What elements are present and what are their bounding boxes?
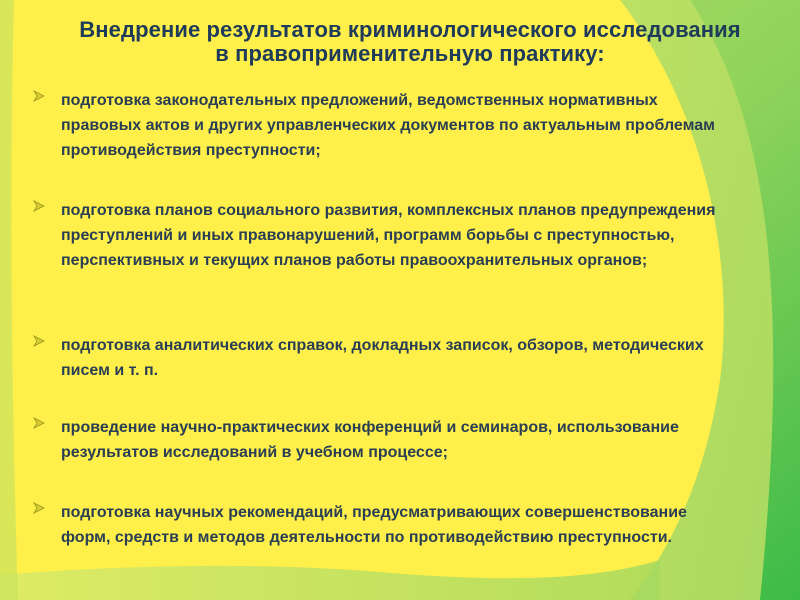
arrow-bullet-icon (32, 334, 46, 348)
bullet-text: подготовка законодательных предложений, ведомственных нормативных правовых актов и других управленческих документов по актуальным проблемам противодействия преступности; (61, 92, 715, 159)
arrow-bullet-icon (32, 199, 46, 213)
bullet-text: подготовка научных рекомендаций, предусматривающих совершенствование форм, средств и методов деятельности по противодействию преступности. (61, 504, 687, 546)
bullet-text: подготовка аналитических справок, докладных записок, обзоров, методических писем и т. п. (61, 337, 704, 379)
bullet-text: проведение научно-практических конференций и семинаров, использование результатов исследований в учебном процессе; (61, 419, 679, 461)
arrow-bullet-icon (32, 416, 46, 430)
title-line-1: Внедрение результатов криминологического исследования (79, 17, 741, 42)
arrow-bullet-icon (32, 89, 46, 103)
bullet-text: подготовка планов социального развития, комплексных планов предупреждения преступлений и иных правонарушений, программ борьбы с преступностью, перспективных и текущих планов работы правоохранительных органов; (61, 202, 716, 269)
slide-title (40, 18, 780, 66)
title-line-2: в правоприменительную практику: (215, 41, 605, 66)
arrow-bullet-icon (32, 501, 46, 515)
